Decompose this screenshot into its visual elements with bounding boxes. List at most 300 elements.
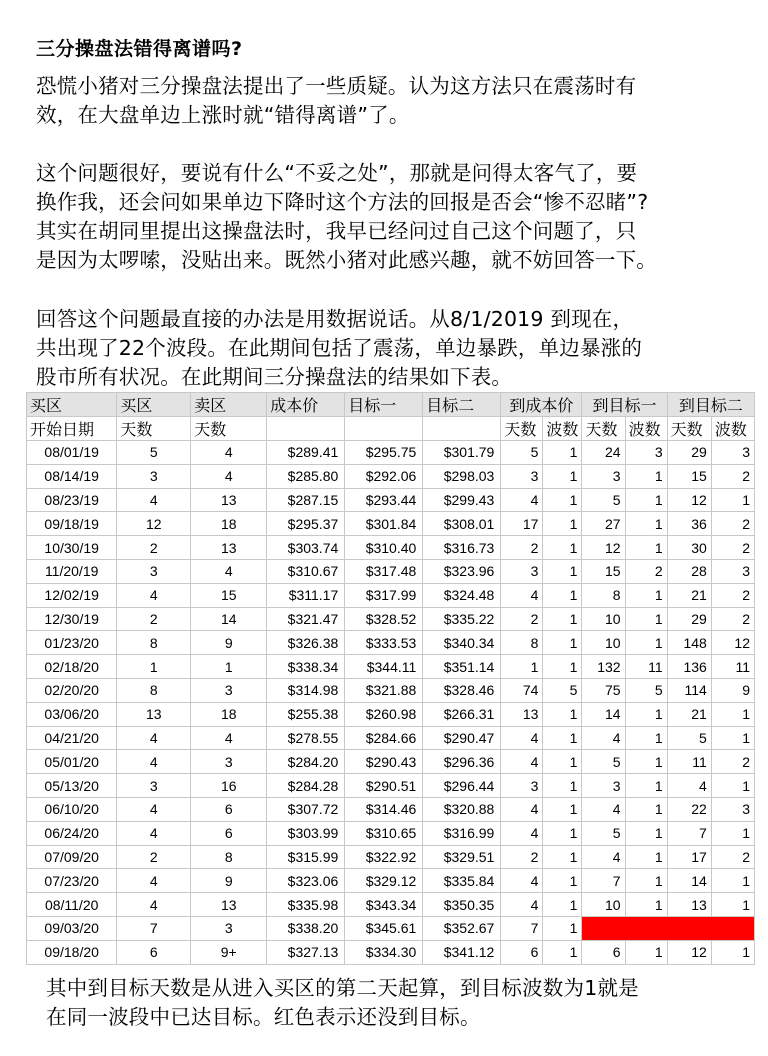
cell-t1-days: 132: [582, 655, 625, 679]
table-row: [27, 893, 755, 917]
cell-sell-days: 9+: [191, 940, 267, 964]
cell-target-two: $266.31: [423, 702, 501, 726]
cell-buy-days: 4: [117, 869, 191, 893]
cell-target-one: $295.75: [345, 441, 423, 465]
cell-buy-days: 7: [117, 916, 191, 940]
cell-t2-days: 15: [667, 464, 711, 488]
cell-t1-waves: 1: [625, 940, 667, 964]
cell-cost-waves: 1: [543, 631, 582, 655]
cell-t1-days: 27: [582, 512, 625, 536]
cell-target-two: $290.47: [423, 726, 501, 750]
paragraph-line: 是因为太啰嗦，没贴出来。既然小猪对此感兴趣，就不妨回答一下。: [36, 248, 657, 272]
cell-t1-days: 24: [582, 441, 625, 465]
cell-cost-days: 3: [501, 464, 543, 488]
cell-buy-days: 4: [117, 893, 191, 917]
table-row: [27, 797, 755, 821]
cell-t2-days: 28: [667, 559, 711, 583]
cell-cost-days: 4: [501, 893, 543, 917]
cell-cost-days: 8: [501, 631, 543, 655]
cell-cost-waves: 5: [543, 678, 582, 702]
cell-t2-days: 11: [667, 750, 711, 774]
cell-cost-price: $326.38: [267, 631, 345, 655]
cell-cost-price: $335.98: [267, 893, 345, 917]
cell-cost-waves: 1: [543, 607, 582, 631]
cell-target-one: $290.51: [345, 774, 423, 798]
table-row: [27, 869, 755, 893]
cell-t1-waves: 1: [625, 845, 667, 869]
cell-t2-waves: 3: [711, 559, 754, 583]
cell-t2-days: 36: [667, 512, 711, 536]
cell-t1-days: 7: [582, 869, 625, 893]
cell-cost-price: $255.38: [267, 702, 345, 726]
cell-cost-days: 13: [501, 702, 543, 726]
cell-cost-waves: 1: [543, 940, 582, 964]
cell-t1-days: 12: [582, 536, 625, 560]
cell-cost-waves: 1: [543, 512, 582, 536]
cell-cost-days: 3: [501, 774, 543, 798]
cell-start-date: 05/01/20: [27, 750, 117, 774]
cell-t2-days: 4: [667, 774, 711, 798]
cell-t1-days: 14: [582, 702, 625, 726]
cell-sell-days: 18: [191, 702, 267, 726]
cell-target-two: $296.36: [423, 750, 501, 774]
cell-start-date: 07/23/20: [27, 869, 117, 893]
cell-sell-days: 15: [191, 583, 267, 607]
cell-target-one: $317.48: [345, 559, 423, 583]
cell-target-one: $301.84: [345, 512, 423, 536]
cell-t2-waves: 1: [711, 940, 754, 964]
cell-cost-price: $321.47: [267, 607, 345, 631]
table-row: [27, 940, 755, 964]
cell-buy-days: 3: [117, 774, 191, 798]
cell-cost-price: $285.80: [267, 464, 345, 488]
paragraph-data-intro: [36, 305, 756, 392]
table-row: [27, 845, 755, 869]
cell-target-two: $350.35: [423, 893, 501, 917]
cell-buy-days: 5: [117, 441, 191, 465]
cell-cost-price: $295.37: [267, 512, 345, 536]
cell-t2-waves: 1: [711, 821, 754, 845]
cell-t2-days: 14: [667, 869, 711, 893]
article-title: 三分操盘法错得离谱吗?: [36, 38, 243, 60]
cell-t2-waves: 2: [711, 512, 754, 536]
header-target-one: 目标一: [345, 393, 423, 417]
cell-buy-days: 4: [117, 750, 191, 774]
cell-sell-days: 4: [191, 559, 267, 583]
cell-cost-waves: 1: [543, 559, 582, 583]
cell-sell-days: 16: [191, 774, 267, 798]
table-row: [27, 512, 755, 536]
cell-sell-days: 13: [191, 488, 267, 512]
cell-cost-price: $289.41: [267, 441, 345, 465]
cell-t2-days: 12: [667, 940, 711, 964]
cell-t2-waves: 12: [711, 631, 754, 655]
cell-sell-days: 18: [191, 512, 267, 536]
table-row: [27, 607, 755, 631]
table-row: [27, 464, 755, 488]
header-cost-price: 成本价: [267, 393, 345, 417]
cell-target-one: $310.65: [345, 821, 423, 845]
cell-t1-waves: 1: [625, 536, 667, 560]
cell-cost-days: 1: [501, 655, 543, 679]
cell-start-date: 08/01/19: [27, 441, 117, 465]
subheader-days: 天数: [582, 417, 625, 441]
cell-t1-waves: 1: [625, 607, 667, 631]
table-row: [27, 655, 755, 679]
cell-cost-waves: 1: [543, 797, 582, 821]
paragraph-line: 其实在胡同里提出这操盘法时，我早已经问过自己这个问题了，只: [36, 219, 637, 243]
cell-t1-waves: 1: [625, 464, 667, 488]
cell-cost-waves: 1: [543, 869, 582, 893]
cell-cost-price: $323.06: [267, 869, 345, 893]
cell-target-one: $260.98: [345, 702, 423, 726]
cell-cost-price: $284.28: [267, 774, 345, 798]
cell-cost-price: $311.17: [267, 583, 345, 607]
header-buy-zone: 买区: [117, 393, 191, 417]
paragraph-line: 回答这个问题最直接的办法是用数据说话。从8/1/2019 到现在，: [36, 307, 634, 331]
cell-cost-waves: 1: [543, 464, 582, 488]
cell-start-date: 09/03/20: [27, 916, 117, 940]
header-to-cost: 到成本价: [501, 393, 582, 417]
cell-cost-waves: 1: [543, 845, 582, 869]
subheader-waves: 波数: [625, 417, 667, 441]
cell-t1-days: 5: [582, 821, 625, 845]
cell-target-two: $323.96: [423, 559, 501, 583]
cell-cost-price: $287.15: [267, 488, 345, 512]
cell-t2-days: 21: [667, 583, 711, 607]
cell-target-two: $335.22: [423, 607, 501, 631]
cell-t2-waves: 2: [711, 464, 754, 488]
paragraph-line: 效，在大盘单边上涨时就“错得离谱”了。: [36, 103, 410, 127]
header-buy-zone: 买区: [27, 393, 117, 417]
subheader-days: 天数: [667, 417, 711, 441]
cell-t1-days: 75: [582, 678, 625, 702]
table-row: [27, 916, 755, 940]
cell-t1-waves: 3: [625, 441, 667, 465]
cell-cost-waves: 1: [543, 916, 582, 940]
cell-cost-price: $284.20: [267, 750, 345, 774]
cell-t2-days: 30: [667, 536, 711, 560]
cell-t1-days: 15: [582, 559, 625, 583]
cell-cost-waves: 1: [543, 583, 582, 607]
cell-buy-days: 3: [117, 559, 191, 583]
cell-buy-days: 2: [117, 536, 191, 560]
cell-start-date: 12/02/19: [27, 583, 117, 607]
cell-target-one: $317.99: [345, 583, 423, 607]
cell-buy-days: 8: [117, 631, 191, 655]
cell-t1-waves: 1: [625, 750, 667, 774]
cell-buy-days: 6: [117, 940, 191, 964]
cell-t1-days: 8: [582, 583, 625, 607]
cell-t2-days: 29: [667, 607, 711, 631]
cell-t1-days: 4: [582, 726, 625, 750]
cell-target-two: $351.14: [423, 655, 501, 679]
cell-sell-days: 4: [191, 726, 267, 750]
subheader-empty: [345, 417, 423, 441]
cell-start-date: 01/23/20: [27, 631, 117, 655]
paragraph-line: 恐慌小猪对三分操盘法提出了一些质疑。认为这方法只在震荡时有: [36, 74, 637, 98]
cell-t1-waves: 1: [625, 512, 667, 536]
cell-target-two: $316.99: [423, 821, 501, 845]
cell-cost-price: $310.67: [267, 559, 345, 583]
table-header-row: [27, 393, 755, 417]
cell-t2-days: 21: [667, 702, 711, 726]
cell-target-one: $345.61: [345, 916, 423, 940]
cell-sell-days: 13: [191, 893, 267, 917]
cell-t2-waves: 2: [711, 750, 754, 774]
cell-target-one: $321.88: [345, 678, 423, 702]
cell-target-two: $335.84: [423, 869, 501, 893]
cell-t1-waves: 1: [625, 797, 667, 821]
cell-t1-days: 5: [582, 488, 625, 512]
cell-target-one: $344.11: [345, 655, 423, 679]
cell-cost-price: $314.98: [267, 678, 345, 702]
cell-t1-waves: 1: [625, 488, 667, 512]
cell-buy-days: 4: [117, 488, 191, 512]
cell-cost-waves: 1: [543, 488, 582, 512]
cell-start-date: 03/06/20: [27, 702, 117, 726]
cell-target-one: $333.53: [345, 631, 423, 655]
paragraph-footnote: [46, 974, 766, 1032]
paragraph-line: 在同一波段中已达目标。红色表示还没到目标。: [46, 1005, 481, 1029]
cell-cost-days: 4: [501, 488, 543, 512]
cell-buy-days: 2: [117, 845, 191, 869]
table-row: [27, 678, 755, 702]
cell-target-one: $310.40: [345, 536, 423, 560]
cell-t1-days: 3: [582, 464, 625, 488]
cell-t1-days: 10: [582, 607, 625, 631]
cell-target-two: $296.44: [423, 774, 501, 798]
cell-t2-days: 13: [667, 893, 711, 917]
cell-start-date: 06/10/20: [27, 797, 117, 821]
cell-cost-days: 4: [501, 821, 543, 845]
paragraph-line: 换作我，还会问如果单边下降时这个方法的回报是否会“惨不忍睹”?: [36, 190, 649, 214]
cell-cost-waves: 1: [543, 726, 582, 750]
cell-target-one: $328.52: [345, 607, 423, 631]
cell-target-two: $316.73: [423, 536, 501, 560]
cell-sell-days: 3: [191, 678, 267, 702]
cell-t2-waves: 1: [711, 702, 754, 726]
cell-t2-waves: 1: [711, 774, 754, 798]
cell-cost-waves: 1: [543, 702, 582, 726]
cell-start-date: 02/18/20: [27, 655, 117, 679]
cell-start-date: 11/20/19: [27, 559, 117, 583]
cell-target-two: $320.88: [423, 797, 501, 821]
cell-t1-days: 10: [582, 631, 625, 655]
cell-target-one: $314.46: [345, 797, 423, 821]
cell-t1-days: 4: [582, 797, 625, 821]
subheader-days: 天数: [117, 417, 191, 441]
cell-t2-waves: 1: [711, 893, 754, 917]
cell-buy-days: 13: [117, 702, 191, 726]
header-target-two: 目标二: [423, 393, 501, 417]
subheader-waves: 波数: [543, 417, 582, 441]
cell-t2-days: 12: [667, 488, 711, 512]
cell-buy-days: 4: [117, 821, 191, 845]
cell-t1-days: 10: [582, 893, 625, 917]
cell-cost-waves: 1: [543, 893, 582, 917]
cell-cost-waves: 1: [543, 441, 582, 465]
header-to-target-two: 到目标二: [667, 393, 754, 417]
cell-target-two: $299.43: [423, 488, 501, 512]
cell-target-one: $284.66: [345, 726, 423, 750]
cell-cost-days: 4: [501, 869, 543, 893]
cell-t1-waves: 1: [625, 726, 667, 750]
cell-start-date: 02/20/20: [27, 678, 117, 702]
paragraph-response: [36, 159, 756, 275]
table-row: [27, 583, 755, 607]
header-to-target-one: 到目标一: [582, 393, 667, 417]
cell-cost-days: 2: [501, 607, 543, 631]
cell-start-date: 07/09/20: [27, 845, 117, 869]
cell-target-one: $292.06: [345, 464, 423, 488]
cell-start-date: 06/24/20: [27, 821, 117, 845]
cell-t2-waves: 2: [711, 845, 754, 869]
cell-t2-days: 17: [667, 845, 711, 869]
table-row: [27, 821, 755, 845]
cell-target-two: $328.46: [423, 678, 501, 702]
cell-t2-waves: 2: [711, 607, 754, 631]
cell-cost-days: 6: [501, 940, 543, 964]
subheader-empty: [267, 417, 345, 441]
cell-cost-price: $303.74: [267, 536, 345, 560]
cell-cost-days: 4: [501, 726, 543, 750]
paragraph-intro: [36, 72, 756, 130]
cell-cost-days: 3: [501, 559, 543, 583]
cell-sell-days: 4: [191, 464, 267, 488]
cell-t2-waves: 1: [711, 726, 754, 750]
cell-cost-price: $315.99: [267, 845, 345, 869]
cell-target-two: $308.01: [423, 512, 501, 536]
cell-cost-days: 4: [501, 750, 543, 774]
cell-cost-price: $338.20: [267, 916, 345, 940]
cell-t2-waves: 9: [711, 678, 754, 702]
cell-t2-waves: 1: [711, 488, 754, 512]
cell-start-date: 08/11/20: [27, 893, 117, 917]
subheader-waves: 波数: [711, 417, 754, 441]
table-body: [27, 441, 755, 965]
cell-t2-days: 148: [667, 631, 711, 655]
cell-sell-days: 6: [191, 797, 267, 821]
cell-sell-days: 8: [191, 845, 267, 869]
cell-t2-days: 114: [667, 678, 711, 702]
cell-t1-waves: 11: [625, 655, 667, 679]
subheader-start-date: 开始日期: [27, 417, 117, 441]
header-sell-zone: 卖区: [191, 393, 267, 417]
paragraph-line: 共出现了22个波段。在此期间包括了震荡，单边暴跌，单边暴涨的: [36, 336, 643, 360]
cell-start-date: 08/14/19: [27, 464, 117, 488]
cell-cost-price: $327.13: [267, 940, 345, 964]
cell-t1-waves: 1: [625, 774, 667, 798]
cell-cost-waves: 1: [543, 821, 582, 845]
cell-buy-days: 4: [117, 726, 191, 750]
cell-target-two: $352.67: [423, 916, 501, 940]
subheader-days: 天数: [191, 417, 267, 441]
table-row: [27, 750, 755, 774]
cell-buy-days: 4: [117, 583, 191, 607]
cell-target-one: $290.43: [345, 750, 423, 774]
cell-t1-waves: 1: [625, 821, 667, 845]
cell-t2-days: 136: [667, 655, 711, 679]
cell-buy-days: 3: [117, 464, 191, 488]
cell-buy-days: 1: [117, 655, 191, 679]
table-row: [27, 726, 755, 750]
cell-cost-waves: 1: [543, 774, 582, 798]
cell-sell-days: 9: [191, 869, 267, 893]
cell-cost-days: 7: [501, 916, 543, 940]
cell-buy-days: 2: [117, 607, 191, 631]
cell-start-date: 10/30/19: [27, 536, 117, 560]
cell-t1-waves: 2: [625, 559, 667, 583]
cell-start-date: 12/30/19: [27, 607, 117, 631]
cell-start-date: 08/23/19: [27, 488, 117, 512]
cell-t1-days: 6: [582, 940, 625, 964]
cell-t1-days: 3: [582, 774, 625, 798]
cell-t1-waves: 1: [625, 702, 667, 726]
cell-target-two: $341.12: [423, 940, 501, 964]
cell-t1-days: 5: [582, 750, 625, 774]
cell-cost-price: $307.72: [267, 797, 345, 821]
cell-start-date: 04/21/20: [27, 726, 117, 750]
cell-cost-days: 2: [501, 845, 543, 869]
cell-target-one: $334.30: [345, 940, 423, 964]
table-row: [27, 774, 755, 798]
cell-target-one: $293.44: [345, 488, 423, 512]
table-row: [27, 631, 755, 655]
cell-cost-days: 4: [501, 797, 543, 821]
cell-target-two: $329.51: [423, 845, 501, 869]
cell-t2-days: 22: [667, 797, 711, 821]
cell-target-one: $343.34: [345, 893, 423, 917]
results-table-container: [26, 392, 755, 965]
cell-cost-days: 74: [501, 678, 543, 702]
pending-target-cell: [582, 916, 755, 940]
cell-cost-waves: 1: [543, 655, 582, 679]
cell-t2-waves: 2: [711, 583, 754, 607]
cell-t1-days: 4: [582, 845, 625, 869]
cell-t1-waves: 1: [625, 631, 667, 655]
cell-start-date: 05/13/20: [27, 774, 117, 798]
table-row: [27, 488, 755, 512]
table-row: [27, 702, 755, 726]
cell-sell-days: 3: [191, 916, 267, 940]
cell-target-one: $322.92: [345, 845, 423, 869]
cell-target-two: $324.48: [423, 583, 501, 607]
cell-t2-waves: 3: [711, 441, 754, 465]
cell-start-date: 09/18/19: [27, 512, 117, 536]
cell-sell-days: 1: [191, 655, 267, 679]
cell-t2-days: 5: [667, 726, 711, 750]
cell-target-two: $298.03: [423, 464, 501, 488]
cell-t1-waves: 1: [625, 893, 667, 917]
table-row: [27, 441, 755, 465]
cell-buy-days: 12: [117, 512, 191, 536]
paragraph-line: 其中到目标天数是从进入买区的第二天起算，到目标波数为1就是: [46, 976, 639, 1000]
cell-cost-price: $303.99: [267, 821, 345, 845]
cell-sell-days: 9: [191, 631, 267, 655]
cell-t2-waves: 3: [711, 797, 754, 821]
cell-t1-waves: 5: [625, 678, 667, 702]
results-table: [26, 392, 755, 965]
cell-buy-days: 8: [117, 678, 191, 702]
cell-cost-days: 5: [501, 441, 543, 465]
cell-sell-days: 6: [191, 821, 267, 845]
cell-target-two: $340.34: [423, 631, 501, 655]
cell-t2-waves: 2: [711, 536, 754, 560]
table-row: [27, 559, 755, 583]
cell-t2-days: 29: [667, 441, 711, 465]
cell-sell-days: 14: [191, 607, 267, 631]
